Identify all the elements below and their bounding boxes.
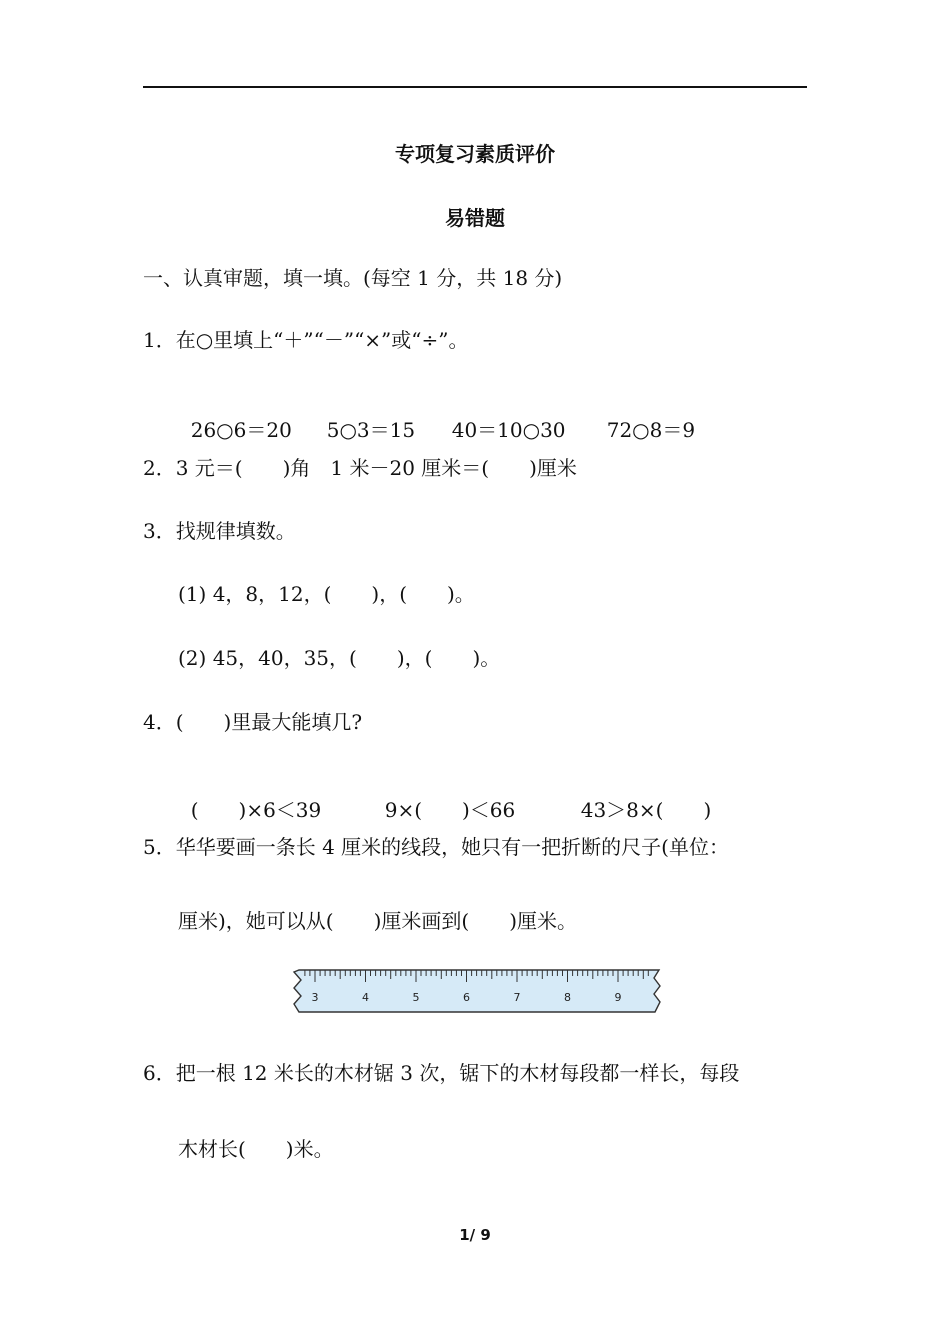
section-heading: 一、认真审题，填一填。(每空 1 分，共 18 分)	[143, 266, 563, 290]
header-rule	[143, 86, 807, 88]
question-4-items	[178, 771, 711, 823]
page-subtitle: 易错题	[445, 206, 505, 230]
ruler-label: 7	[513, 991, 521, 1004]
q4-item: ( )×6＜39	[190, 798, 322, 822]
question-1-stem: 1．在○里填上“＋”“－”“×”或“÷”。	[143, 328, 469, 352]
ruler-label: 5	[412, 991, 420, 1004]
ruler-label: 9	[614, 991, 622, 1004]
question-6-line-2: 木材长( )米。	[178, 1137, 334, 1161]
question-1-items	[178, 391, 695, 443]
ruler-label: 4	[362, 991, 369, 1004]
q1-item: 26○6＝20	[190, 418, 292, 442]
question-5-line-1: 5．华华要画一条长 4 厘米的线段，她只有一把折断的尺子(单位：	[143, 835, 729, 859]
q1-item: 40＝10○30	[451, 418, 566, 442]
q4-item: 43＞8×( )	[580, 798, 712, 822]
q4-item: 9×( )＜66	[384, 798, 516, 822]
question-3-part-1: (1) 4，8，12，( )，( )。	[178, 582, 475, 606]
ruler-label: 3	[311, 991, 319, 1004]
question-6-line-1: 6．把一根 12 米长的木材锯 3 次，锯下的木材每段都一样长，每段	[143, 1061, 740, 1085]
question-3-part-2: (2) 45，40，35，( )，( )。	[178, 646, 501, 670]
question-5-line-2: 厘米)，她可以从( )厘米画到( )厘米。	[178, 909, 578, 933]
ruler-label: 8	[564, 991, 571, 1004]
q1-item: 5○3＝15	[326, 418, 416, 442]
broken-ruler-image	[291, 966, 663, 1016]
q1-item: 72○8＝9	[606, 418, 696, 442]
question-3-stem: 3．找规律填数。	[143, 519, 296, 543]
ruler-label: 6	[463, 991, 470, 1004]
ruler-body	[294, 970, 660, 1012]
question-4-stem: 4．( )里最大能填几?	[143, 710, 363, 734]
page-number: 1/ 9	[459, 1226, 491, 1244]
question-2-stem: 2．3 元＝( )角 1 米－20 厘米＝( )厘米	[143, 456, 577, 480]
page-title: 专项复习素质评价	[395, 142, 555, 166]
